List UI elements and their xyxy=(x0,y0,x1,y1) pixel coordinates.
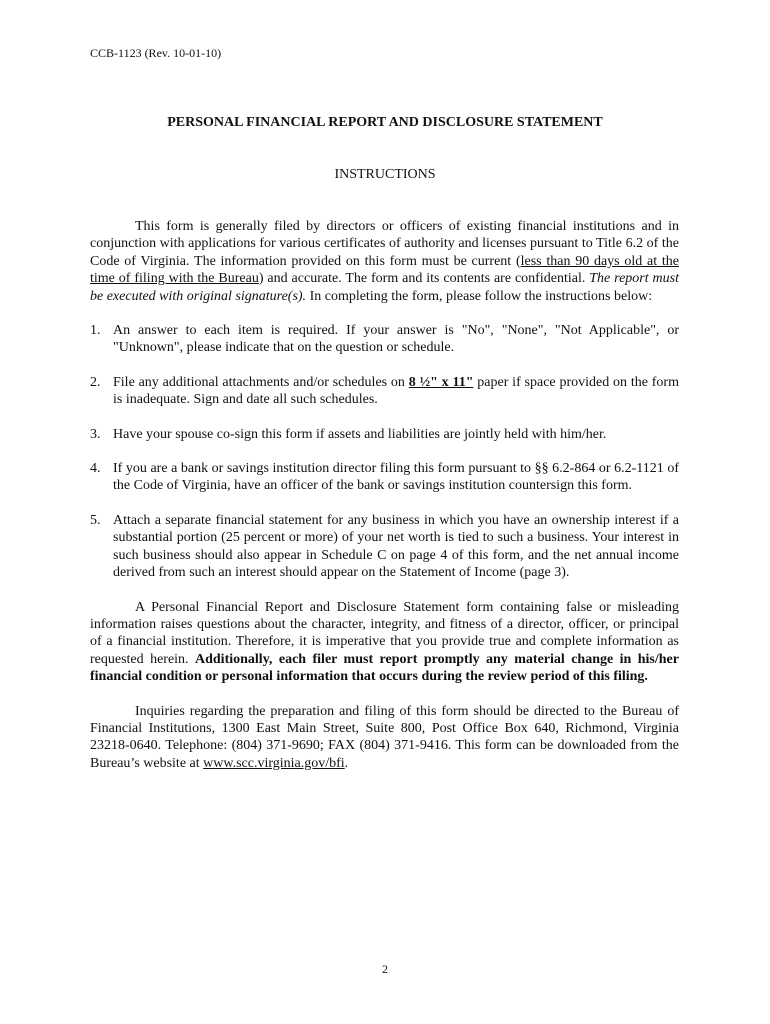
form-id: CCB-1123 (Rev. 10-01-10) xyxy=(90,46,222,60)
intro-paragraph xyxy=(90,218,679,305)
list-item-text xyxy=(113,374,679,409)
list-item xyxy=(90,460,679,495)
inquiries-end: . xyxy=(344,755,349,771)
page-title: PERSONAL FINANCIAL REPORT AND DISCLOSURE STATEMENT xyxy=(167,115,603,130)
list-item xyxy=(90,322,679,357)
intro-text-3: In completing the form, please follow the instructions below: xyxy=(306,288,653,304)
instructions-heading: INSTRUCTIONS xyxy=(334,167,436,182)
website-link[interactable]: www.scc.virginia.gov/bfi xyxy=(203,755,345,771)
disclosure-paragraph xyxy=(90,599,679,686)
list-item-number: 1. xyxy=(90,323,101,339)
list-item-number: 5. xyxy=(90,512,101,528)
instruction-list xyxy=(90,322,679,581)
intro-underlined-text: less than 90 days old at the time of filing with the Bureau xyxy=(90,253,679,287)
list-item-number: 4. xyxy=(90,461,101,477)
intro-text-1: This form is generally filed by directors or officers of existing financial institutions and in conjunction with applications for various certificates of authority and licenses pursuant to Title 6.2 of the Code of Virginia. The information provided on this form must be current ( xyxy=(90,219,679,269)
list-item-text-before: File any additional attachments and/or schedules on xyxy=(113,374,409,390)
list-item xyxy=(90,426,679,443)
list-item-text: Have your spouse co-sign this form if assets and liabilities are jointly held with him/her. xyxy=(113,426,607,442)
intro-italic-text: The report must be executed with original signature(s). xyxy=(90,271,680,304)
page-number: 2 xyxy=(382,962,388,976)
disclosure-bold-text: Additionally, each filer must report promptly any material change in his/her financial condition or personal information that occurs during the review period of this filing. xyxy=(90,651,679,685)
list-item xyxy=(90,374,679,409)
inquiries-paragraph xyxy=(90,703,679,773)
list-item-text-after: paper if space provided on the form is inadequate. Sign and date all such schedules. xyxy=(113,374,679,408)
inquiries-text: Inquiries regarding the preparation and filing of this form should be directed to the Bureau of Financial Institutions, 1300 East Main Street, Suite 800, Post Office Box 640, Richmond, Virginia 23218-0640. Telephone: (804) 371-9690; FAX (804) 371-9416. This form can be downloaded from the Bureau’s website at xyxy=(90,703,679,771)
intro-text-2: ) and accurate. The form and its contents are confidential. xyxy=(258,271,590,287)
list-item-text: Attach a separate financial statement for any business in which you have an ownership interest if a substantial portion (25 percent or more) of your net worth is tied to such a business. Your interest in such business should also appear in Schedule C on page 4 of this form, and the net annual income derived from such an interest should appear on the Statement of Income (page 3). xyxy=(113,512,679,581)
list-item-text: If you are a bank or savings institution director filing this form pursuant to §§ 6.2-864 or 6.2-1121 of the Code of Virginia, have an officer of the bank or savings institution countersign this form. xyxy=(113,461,679,494)
paper-size-emphasis: 8 ½" x 11" xyxy=(408,374,474,390)
list-item xyxy=(90,512,679,582)
disclosure-text: A Personal Financial Report and Disclosure Statement form containing false or misleading information raises questions about the character, integrity, and fitness of a director, officer, or principal of a financial institution. Therefore, it is imperative that you provide true and complete information as requested herein. xyxy=(90,599,679,667)
list-item-number: 2. xyxy=(90,374,101,390)
list-item-text: An answer to each item is required. If your answer is "No", "None", "Not Applicable", or "Unknown", please indicate that on the question or schedule. xyxy=(113,323,679,356)
list-item-number: 3. xyxy=(90,426,101,442)
instructions-body xyxy=(90,218,679,772)
